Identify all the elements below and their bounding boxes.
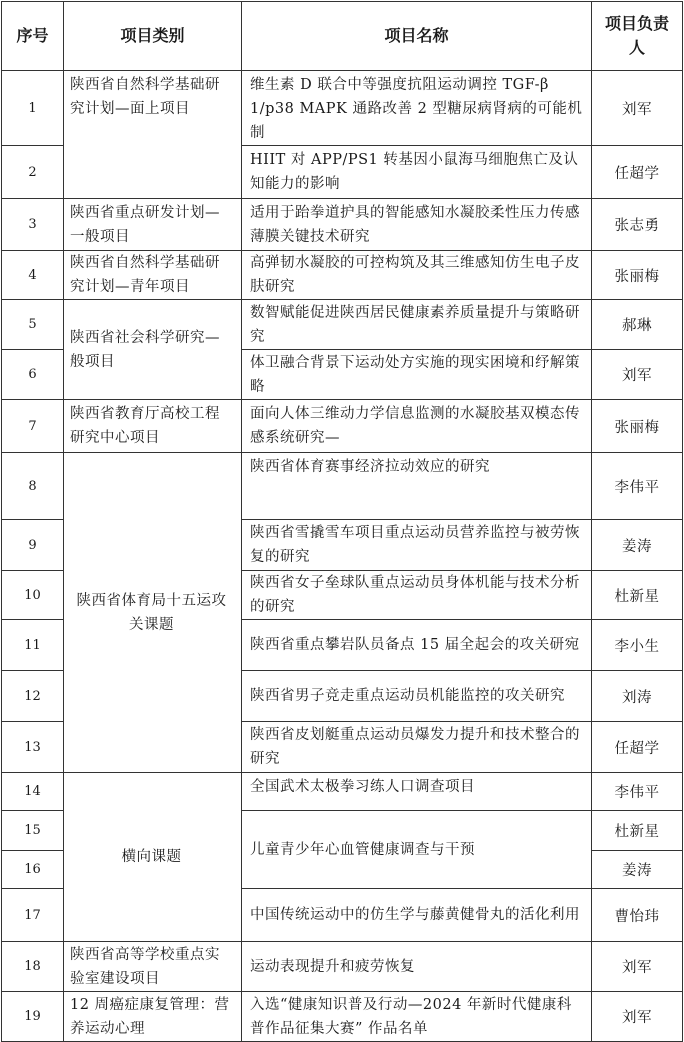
project-name: 陕西省男子竞走重点运动员机能监控的攻关研究 <box>242 671 592 722</box>
project-leader: 刘军 <box>592 992 683 1042</box>
project-name: 儿童青少年心血管健康调查与干预 <box>242 811 592 889</box>
project-name: 体卫融合背景下运动处方实施的现实困境和纾解策略 <box>242 350 592 400</box>
row-number: 9 <box>2 520 64 571</box>
header-row <box>2 2 683 71</box>
project-leader: 郝琳 <box>592 300 683 350</box>
project-leader: 刘军 <box>592 942 683 992</box>
table-row <box>2 71 683 146</box>
project-name: 陕西省雪撬雪车项目重点运动员营养监控与被劳恢复的研究 <box>242 520 592 571</box>
project-name: 陕西省女子垒球队重点运动员身体机能与技术分析的研究 <box>242 571 592 620</box>
project-category: 陕西省教育厅高校工程研究中心项目 <box>64 400 242 453</box>
table-row <box>2 199 683 251</box>
table-row <box>2 992 683 1042</box>
project-leader: 张丽梅 <box>592 251 683 300</box>
header-leader: 项目负责人 <box>592 2 683 71</box>
header-name: 项目名称 <box>242 2 592 71</box>
project-name: 全国武术太极拳习练人口调查项目 <box>242 773 592 811</box>
row-number: 16 <box>2 851 64 889</box>
row-number: 8 <box>2 453 64 520</box>
row-number: 10 <box>2 571 64 620</box>
project-category: 陕西省高等学校重点实验室建设项目 <box>64 942 242 992</box>
row-number: 4 <box>2 251 64 300</box>
project-leader: 任超学 <box>592 146 683 199</box>
project-category: 陕西省重点研发计划—一般项目 <box>64 199 242 251</box>
row-number: 11 <box>2 620 64 671</box>
table-row <box>2 300 683 350</box>
table-row <box>2 251 683 300</box>
project-table <box>1 1 683 1042</box>
project-name: 入选“健康知识普及行动—2024 年新时代健康科普作品征集大赛” 作品名单 <box>242 992 592 1042</box>
project-leader: 刘涛 <box>592 671 683 722</box>
table-row <box>2 453 683 520</box>
project-leader: 刘军 <box>592 350 683 400</box>
project-name: 高弹韧水凝胶的可控构筑及其三维感知仿生电子皮肤研究 <box>242 251 592 300</box>
row-number: 7 <box>2 400 64 453</box>
row-number: 13 <box>2 722 64 773</box>
project-name: 陕西省体育赛事经济拉动效应的研究 <box>242 453 592 520</box>
project-leader: 李小生 <box>592 620 683 671</box>
project-leader: 杜新星 <box>592 811 683 851</box>
row-number: 3 <box>2 199 64 251</box>
header-category: 项目类别 <box>64 2 242 71</box>
project-name: 数智赋能促进陕西居民健康素养质量提升与策略研究 <box>242 300 592 350</box>
project-category: 陕西省体育局十五运攻关课题 <box>64 453 242 773</box>
row-number: 14 <box>2 773 64 811</box>
project-category: 陕西省社会科学研究—般项目 <box>64 300 242 400</box>
project-leader: 曹怡玮 <box>592 889 683 942</box>
row-number: 2 <box>2 146 64 199</box>
project-category: 陕西省自然科学基础研究计划—青年项目 <box>64 251 242 300</box>
project-name: 维生素 D 联合中等强度抗阻运动调控 TGF-β 1/p38 MAPK 通路改善 2 型糖尿病肾病的可能机制 <box>242 71 592 146</box>
project-leader: 张丽梅 <box>592 400 683 453</box>
header-no: 序号 <box>2 2 64 71</box>
project-name: 陕西省重点攀岩队员备点 15 届全起会的攻关研宛 <box>242 620 592 671</box>
project-name: 面向人体三维动力学信息监测的水凝胶基双模态传感系统研究— <box>242 400 592 453</box>
project-leader: 任超学 <box>592 722 683 773</box>
project-name: 中国传统运动中的仿生学与藤黄健骨丸的活化利用 <box>242 889 592 942</box>
project-name: HIIT 对 APP/PS1 转基因小鼠海马细胞焦亡及认知能力的影响 <box>242 146 592 199</box>
project-category: 12 周癌症康复管理：营养运动心理 <box>64 992 242 1042</box>
project-leader: 张志勇 <box>592 199 683 251</box>
project-leader: 李伟平 <box>592 773 683 811</box>
project-name: 运动表现提升和疲劳恢复 <box>242 942 592 992</box>
row-number: 12 <box>2 671 64 722</box>
project-category: 陕西省自然科学基础研究计划—面上项目 <box>64 71 242 199</box>
table-row <box>2 400 683 453</box>
project-name: 适用于跆拳道护具的智能感知水凝胶柔性压力传感薄膜关键技术研究 <box>242 199 592 251</box>
row-number: 17 <box>2 889 64 942</box>
table-row <box>2 773 683 811</box>
project-name: 陕西省皮划艇重点运动员爆发力提升和技术整合的研究 <box>242 722 592 773</box>
project-leader: 杜新星 <box>592 571 683 620</box>
project-category: 横向课题 <box>64 773 242 942</box>
project-leader: 姜涛 <box>592 851 683 889</box>
row-number: 15 <box>2 811 64 851</box>
table-row <box>2 942 683 992</box>
project-leader: 李伟平 <box>592 453 683 520</box>
project-leader: 刘军 <box>592 71 683 146</box>
row-number: 19 <box>2 992 64 1042</box>
row-number: 6 <box>2 350 64 400</box>
project-leader: 姜涛 <box>592 520 683 571</box>
row-number: 18 <box>2 942 64 992</box>
row-number: 1 <box>2 71 64 146</box>
row-number: 5 <box>2 300 64 350</box>
